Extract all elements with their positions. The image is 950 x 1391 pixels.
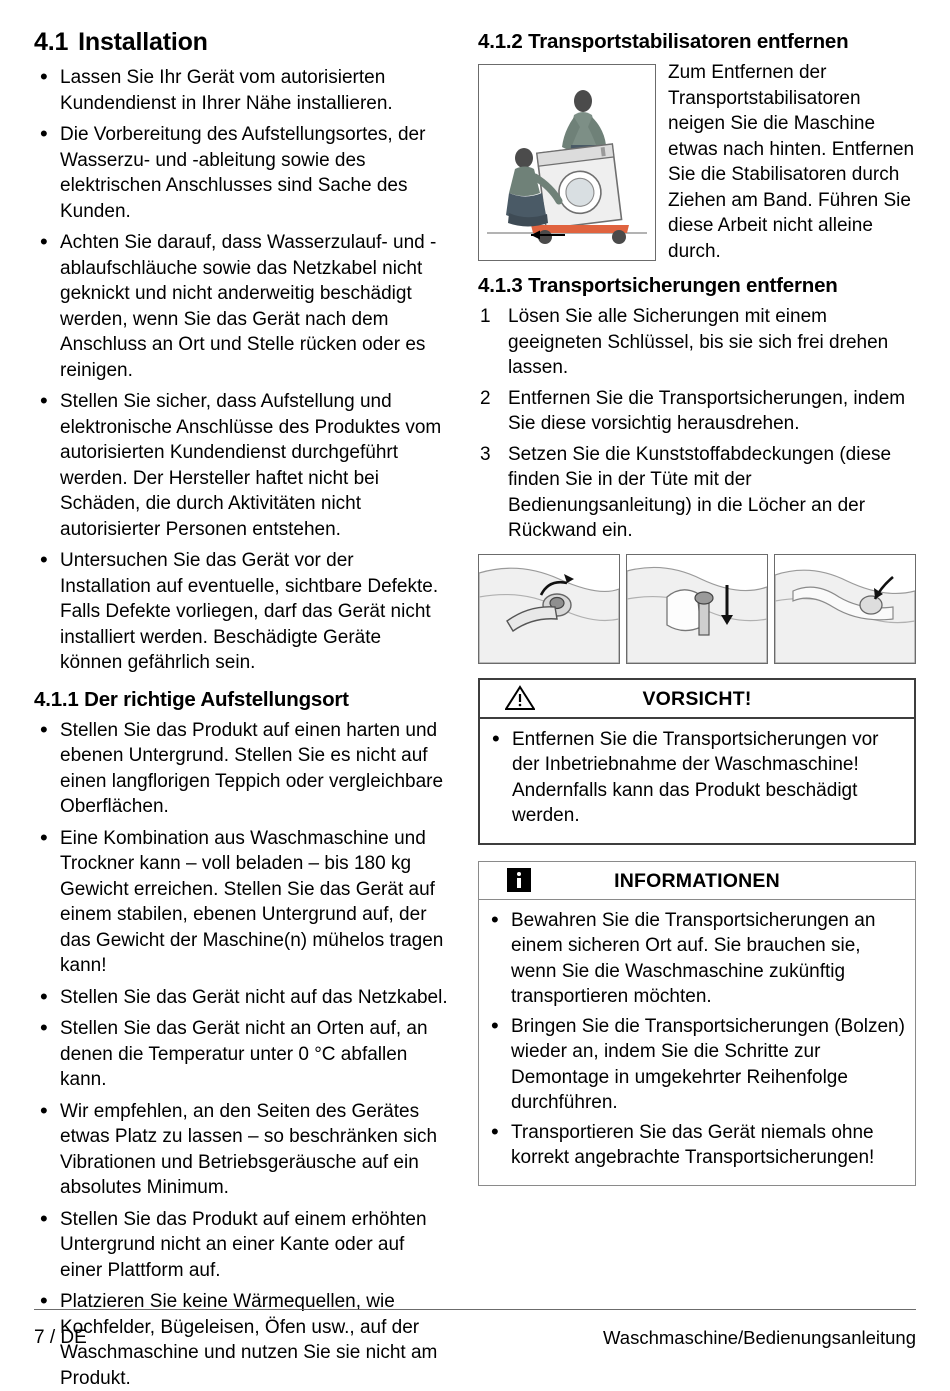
information-bullet-list [485,908,905,1171]
list-item: • Transportieren Sie das Gerät niemals ohne korrekt angebrachte Transportsicherungen! [485,1120,905,1171]
caution-box-body [480,719,914,843]
step-text: Setzen Sie die Kunststoffabdeckungen (diese finden Sie in der Tüte mit der Bedienungsanleitung) in die Löcher an der Rückwand ein. [508,444,891,542]
warning-triangle-icon [504,684,536,712]
washing-machine-tilt-figure-icon [479,65,655,260]
list-item: • Platzieren Sie keine Wärmequellen, wie Kochfelder, Bügeleisen, Öfen usw., auf der Waschmaschine und nutzen Sie sie nicht am Produkt. [34,1289,448,1391]
step-text: Lösen Sie alle Sicherungen mit einem geeigneten Schlüssel, bis sie sich frei drehen lassen. [508,306,888,378]
caution-box [478,678,916,845]
left-column [34,28,448,1283]
right-column [478,28,916,1283]
list-item: • Lassen Sie Ihr Gerät vom autorisierten Kundendienst in Ihrer Nähe installieren. [34,65,448,116]
information-box-body [479,900,915,1185]
list-item: • Stellen Sie das Produkt auf einem erhöhten Untergrund nicht an einer Kante oder auf einer Plattform auf. [34,1207,448,1284]
list-item: • Eine Kombination aus Waschmaschine und Trockner kann – voll beladen – bis 180 kg Gewicht erreichen. Stellen Sie das Gerät auf einem stabilen, ebenen Untergrund auf, der das Gewicht der Maschine(n) mühelos tragen kann! [34,826,448,979]
information-box-header [479,862,915,900]
transport-bolt-remove-illustration [626,554,768,664]
list-item: • Stellen Sie das Produkt auf einen harten und ebenen Untergrund. Stellen Sie es nicht auf einen langflorigen Teppich oder vergleichbare Oberflächen. [34,718,448,820]
information-box [478,861,916,1186]
section-number: 4.1 [34,28,68,56]
placement-bullet-list [34,718,448,1391]
transport-bolt-steps [478,304,916,544]
list-item: • Die Vorbereitung des Aufstellungsortes, der Wasserzu- und -ableitung sowie des elektrischen Anschlusses sind Sache des Kunden. [34,122,448,224]
installation-bullet-list [34,65,448,676]
list-item: • Stellen Sie das Gerät nicht auf das Netzkabel. [34,985,448,1011]
caution-bullet-list [486,727,904,829]
step-number: 1 [480,304,491,330]
subsection-411-title: 4.1.1 Der richtige Aufstellungsort [34,688,448,712]
footer-title: Waschmaschine/Bedienungsanleitung [603,1327,916,1349]
list-item: • Bringen Sie die Transportsicherungen (Bolzen) wieder an, indem Sie die Schritte zur Demontage in umgekehrter Reihenfolge durchführen. [485,1014,905,1116]
list-item [478,386,916,437]
list-item: • Stellen Sie das Gerät nicht an Orten auf, an denen die Temperatur unter 0 °C abfallen kann. [34,1016,448,1093]
list-item: • Stellen Sie sicher, dass Aufstellung und elektronische Anschlüsse des Produktes vom autorisierten Kundendienst durchgeführt werden. Der Hersteller haftet nicht bei Schäden, die durch Aktivitäten nicht autorisierter Personen entstehen. [34,389,448,542]
step-number: 3 [480,442,491,468]
subsection-412-title: 4.1.2 Transportstabilisatoren entfernen [478,30,916,54]
page-title [34,28,448,57]
page-number: 7 / DE [34,1327,87,1349]
page-footer [34,1309,916,1349]
list-item: • Entfernen Sie die Transportsicherungen vor der Inbetriebnahme der Waschmaschine! Andernfalls kann das Produkt beschädigt werden. [486,727,904,829]
list-item: • Untersuchen Sie das Gerät vor der Installation auf eventuelle, sichtbare Defekte. Falls Defekte vorliegen, darf das Gerät nicht installiert werden. Beschädigte Geräte können gefährlich sein. [34,548,448,676]
section-title-text: Installation [78,28,208,56]
caution-box-title: VORSICHT! [642,688,751,711]
list-item: • Bewahren Sie die Transportsicherungen an einem sicheren Ort auf. Sie brauchen sie, wenn Sie die Waschmaschine zukünftig transportieren möchten. [485,908,905,1010]
transport-bolt-figure-row [478,554,916,664]
information-box-title: INFORMATIONEN [614,870,780,893]
transport-stabilisers-illustration [478,64,656,261]
information-icon [503,866,535,894]
plastic-cap-insert-icon [775,555,915,663]
page-columns [34,28,916,1283]
subsection-412-text: Zum Entfernen der Transportstabilisatoren neigen Sie die Maschine etwas nach hinten. Entfernen Sie die Stabilisatoren durch Ziehen am Band. Führen Sie diese Arbeit nicht alleine durch. [478,60,916,264]
list-item: • Achten Sie darauf, dass Wasserzulauf- und -ablaufschläuche sowie das Netzkabel nicht geknickt und nicht anderweitig beschädigt werden, wenn Sie das Gerät nach dem Anschluss an Ort und Stelle rücken oder es reinigen. [34,230,448,383]
wrench-loosen-bolt-icon [479,555,619,663]
step-number: 2 [480,386,491,412]
subsection-413-title: 4.1.3 Transportsicherungen entfernen [478,274,916,298]
list-item: • Wir empfehlen, an den Seiten des Gerätes etwas Platz zu lassen – so beschränken sich Vibrationen und Betriebsgeräusche auf ein absolutes Minimum. [34,1099,448,1201]
transport-bolt-cap-illustration [774,554,916,664]
bolt-pull-out-icon [627,555,767,663]
list-item [478,442,916,544]
transport-bolt-loosen-illustration [478,554,620,664]
caution-box-header [480,680,914,719]
list-item [478,304,916,381]
step-text: Entfernen Sie die Transportsicherungen, indem Sie diese vorsichtig herausdrehen. [508,388,905,435]
